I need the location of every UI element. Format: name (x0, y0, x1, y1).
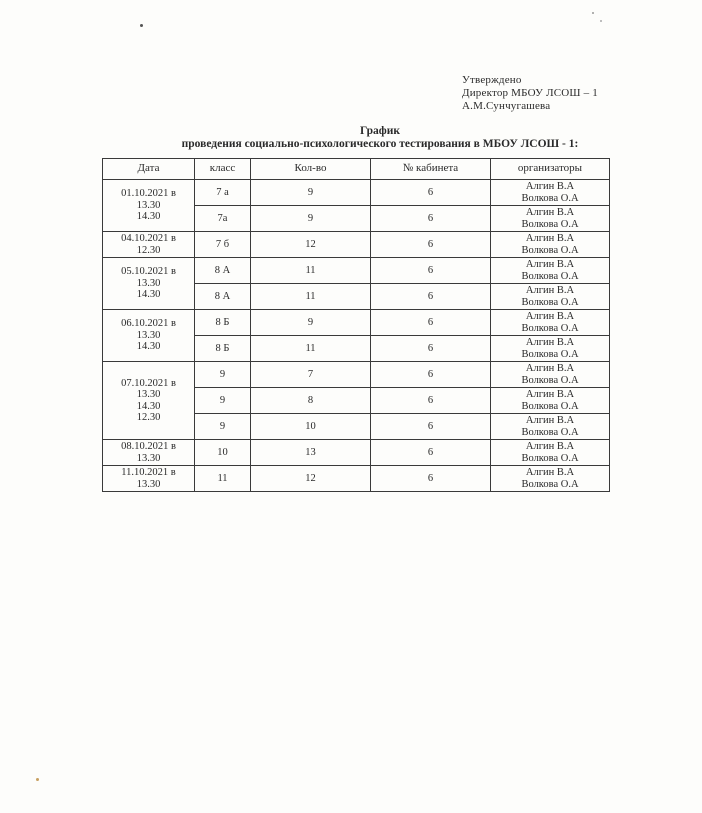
organizer-name: Алгин В.А (525, 389, 575, 400)
header-organizers: организаторы (491, 159, 610, 180)
date-line: 14.30 (136, 289, 161, 301)
organizer-name: Волкова О.А (521, 322, 579, 334)
organizer-name: Алгин В.А (525, 311, 575, 322)
cell-organizers (491, 180, 610, 206)
header-class: класс (195, 159, 251, 180)
table-row (103, 232, 610, 258)
cell-date (103, 258, 195, 310)
organizer-name: Алгин В.А (525, 467, 575, 478)
approval-position: Директор МБОУ ЛСОШ – 1 (462, 87, 599, 99)
table-row (103, 466, 610, 492)
cell-count: 11 (251, 284, 371, 310)
header-room: № кабинета (371, 159, 491, 180)
cell-room: 6 (371, 466, 491, 492)
cell-count: 11 (251, 258, 371, 284)
organizer-name: Волкова О.А (521, 218, 579, 230)
organizer-name: Волкова О.А (521, 244, 579, 256)
organizer-name: Волкова О.А (521, 192, 579, 204)
approval-block (462, 74, 598, 113)
cell-count: 12 (251, 466, 371, 492)
cell-room: 6 (371, 284, 491, 310)
cell-organizers (491, 336, 610, 362)
cell-count: 10 (251, 414, 371, 440)
date-line: 14.30 (136, 341, 161, 353)
scan-speck (592, 12, 594, 14)
table-row (103, 310, 610, 336)
cell-room: 6 (371, 258, 491, 284)
cell-room: 6 (371, 414, 491, 440)
organizer-name: Волкова О.А (521, 478, 579, 490)
table-header-row (103, 159, 610, 180)
cell-date (103, 466, 195, 492)
date-line: 12.30 (136, 412, 161, 423)
organizer-name: Алгин В.А (525, 207, 575, 218)
cell-organizers (491, 362, 610, 388)
cell-room: 6 (371, 440, 491, 466)
organizer-name: Волкова О.А (521, 400, 579, 412)
cell-count: 13 (251, 440, 371, 466)
cell-count: 8 (251, 388, 371, 414)
approval-name: А.М.Сунчугашева (462, 100, 551, 112)
header-count: Кол-во (251, 159, 371, 180)
table-row (103, 180, 610, 206)
scan-speck (36, 778, 39, 781)
cell-room: 6 (371, 336, 491, 362)
organizer-name: Алгин В.А (525, 233, 575, 244)
cell-organizers (491, 440, 610, 466)
organizer-name: Волкова О.А (521, 296, 579, 308)
date-line: 13.30 (136, 329, 161, 341)
date-line: 06.10.2021 в (121, 318, 176, 330)
scan-speck (140, 24, 143, 27)
organizer-name: Алгин В.А (525, 181, 575, 192)
header-date: Дата (103, 159, 195, 180)
cell-organizers (491, 258, 610, 284)
title-line-2: проведения социально-психологического тестирования в МБОУ ЛСОШ - 1: (181, 138, 579, 150)
cell-room: 6 (371, 388, 491, 414)
date-line: 01.10.2021 в (121, 188, 176, 200)
cell-class: 8 А (195, 284, 251, 310)
table-row (103, 258, 610, 284)
cell-class: 8 А (195, 258, 251, 284)
date-line: 14.30 (136, 211, 161, 223)
organizer-name: Алгин В.А (525, 285, 575, 296)
cell-count: 7 (251, 362, 371, 388)
cell-organizers (491, 466, 610, 492)
cell-class: 8 Б (195, 310, 251, 336)
cell-date (103, 180, 195, 232)
title-line-1: График (360, 125, 400, 137)
date-line: 14.30 (136, 400, 161, 412)
cell-date (103, 232, 195, 258)
organizer-name: Волкова О.А (521, 348, 579, 360)
document-title (90, 125, 670, 151)
cell-room: 6 (371, 232, 491, 258)
cell-count: 9 (251, 180, 371, 206)
cell-organizers (491, 310, 610, 336)
scan-speck (600, 20, 602, 22)
cell-class: 7 б (195, 232, 251, 258)
date-line: 13.30 (136, 452, 161, 464)
date-line: 12.30 (136, 244, 161, 256)
date-line: 13.30 (136, 389, 161, 400)
organizer-name: Алгин В.А (525, 363, 575, 374)
cell-organizers (491, 388, 610, 414)
cell-date (103, 310, 195, 362)
organizer-name: Волкова О.А (521, 374, 579, 386)
date-line: 11.10.2021 в (121, 467, 176, 478)
schedule-body (103, 180, 610, 492)
cell-room: 6 (371, 310, 491, 336)
cell-count: 11 (251, 336, 371, 362)
date-line: 04.10.2021 в (121, 233, 176, 244)
organizer-name: Волкова О.А (521, 452, 579, 464)
cell-class: 7 а (195, 180, 251, 206)
cell-count: 9 (251, 310, 371, 336)
schedule-table (102, 158, 610, 492)
approval-label: Утверждено (462, 74, 522, 86)
cell-class: 10 (195, 440, 251, 466)
cell-room: 6 (371, 206, 491, 232)
cell-class: 9 (195, 388, 251, 414)
date-line: 05.10.2021 в (121, 266, 176, 278)
cell-class: 9 (195, 362, 251, 388)
cell-organizers (491, 284, 610, 310)
table-row (103, 440, 610, 466)
cell-room: 6 (371, 362, 491, 388)
organizer-name: Волкова О.А (521, 270, 579, 282)
date-line: 13.30 (136, 199, 161, 211)
cell-class: 9 (195, 414, 251, 440)
date-line: 08.10.2021 в (121, 441, 176, 452)
date-line: 13.30 (136, 478, 161, 490)
organizer-name: Алгин В.А (525, 441, 575, 452)
cell-date (103, 362, 195, 440)
cell-room: 6 (371, 180, 491, 206)
date-line: 07.10.2021 в (121, 377, 176, 389)
organizer-name: Алгин В.А (525, 415, 575, 426)
cell-class: 7а (195, 206, 251, 232)
cell-date (103, 440, 195, 466)
organizer-name: Алгин В.А (525, 337, 575, 348)
table-row (103, 362, 610, 388)
organizer-name: Алгин В.А (525, 259, 575, 270)
cell-count: 9 (251, 206, 371, 232)
cell-organizers (491, 414, 610, 440)
cell-class: 11 (195, 466, 251, 492)
cell-count: 12 (251, 232, 371, 258)
cell-organizers (491, 206, 610, 232)
cell-class: 8 Б (195, 336, 251, 362)
organizer-name: Волкова О.А (521, 426, 579, 438)
date-line: 13.30 (136, 277, 161, 289)
cell-organizers (491, 232, 610, 258)
